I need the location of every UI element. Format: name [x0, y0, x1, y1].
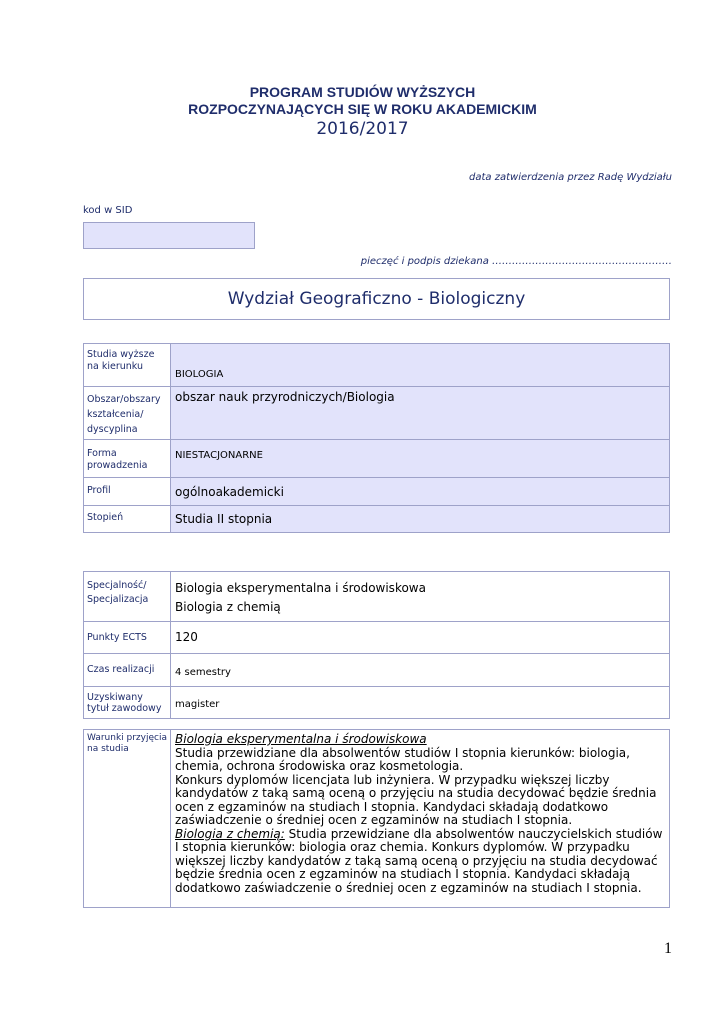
faculty-name: Wydział Geograficzno - Biologiczny — [83, 278, 670, 320]
table-row — [84, 687, 670, 719]
table-row — [84, 387, 670, 440]
field-value-text: BIOLOGIA — [175, 369, 224, 380]
specialization-1: Biologia eksperymentalna i środowiskowa — [175, 581, 426, 595]
field-value-text: magister — [175, 699, 220, 710]
field-label: Stopień — [84, 506, 171, 533]
field-value-text: 120 — [175, 630, 198, 644]
field-value-text: Studia II stopnia — [175, 512, 273, 526]
field-label: Studia wyższe na kierunku — [84, 344, 171, 387]
table-row — [84, 730, 670, 908]
field-value — [171, 654, 670, 687]
field-value-text: obszar nauk przyrodniczych/Biologia — [175, 390, 395, 404]
spec1-title: Biologia eksperymentalna i środowiskowa — [175, 732, 427, 746]
table-row — [84, 506, 670, 533]
table-row — [84, 478, 670, 506]
table-row — [84, 572, 670, 622]
approval-note: data zatwierdzenia przez Radę Wydziału — [469, 172, 672, 183]
page-number: 1 — [664, 940, 672, 957]
spec1-text2: Konkurs dyplomów licencjata lub inżyniera. W przypadku większej liczby kandydatów z taką samą oceną o przyjęciu na studia decydować będzie średnia ocen z egzaminów na studiach I stopnia. Kandydaci składają dodatkowo zaświadczenie o średniej ocen z egzaminów na studiach I stopnia. — [175, 772, 657, 827]
table-row — [84, 654, 670, 687]
spec2-text: Studia przewidziane dla absolwentów nauczycielskich studiów I stopnia kierunków: biologia oraz chemia. Konkurs dyplomów. W przypadku większej liczby kandydatów z taką samą oceną o przyjęciu na studia decydować będzie średnia ocen z egzaminów na studiach I stopnia. Kandydaci składają dodatkowo zaświadczenie o średniej ocen z egzaminów na studiach I stopnia. — [175, 826, 663, 895]
sid-code-field[interactable] — [83, 222, 255, 249]
specialization-table — [83, 571, 670, 719]
table-row — [84, 440, 670, 478]
field-label: Czas realizacji — [84, 654, 171, 687]
field-label: Profil — [84, 478, 171, 506]
study-info-table — [83, 343, 670, 533]
program-title-line2: ROZPOCZYNAJĄCYCH SIĘ W ROKU AKADEMICKIM — [188, 101, 537, 117]
spec2-title: Biologia z chemią: — [175, 826, 285, 841]
table-row — [84, 344, 670, 387]
admission-conditions — [171, 730, 670, 908]
table-row — [84, 622, 670, 654]
field-value — [171, 387, 670, 440]
field-value — [171, 572, 670, 622]
field-label: Punkty ECTS — [84, 622, 171, 654]
field-value-text: ogólnoakademicki — [175, 485, 284, 499]
field-value — [171, 506, 670, 533]
field-value — [171, 687, 670, 719]
field-label: Forma prowadzenia — [84, 440, 171, 478]
sid-code-label: kod w SID — [83, 205, 133, 216]
field-label: Specjalność/ Specjalizacja — [84, 572, 171, 622]
specialization-2: Biologia z chemią — [175, 600, 281, 614]
field-value — [171, 478, 670, 506]
spec1-text: Studia przewidziane dla absolwentów studiów I stopnia kierunków: biologia, chemia, ochrona środowiska oraz kosmetologia. — [175, 745, 630, 773]
field-value-text: NIESTACJONARNE — [175, 450, 263, 461]
spec2-block — [175, 828, 666, 896]
dean-stamp-note: pieczęć i podpis dziekana ……………………………………………… — [360, 256, 672, 267]
admission-table — [83, 729, 670, 908]
field-label: Uzyskiwany tytuł zawodowy — [84, 687, 171, 719]
field-value-text: 4 semestry — [175, 667, 231, 678]
academic-year: 2016/2017 — [316, 119, 409, 139]
field-value — [171, 622, 670, 654]
field-label: Warunki przyjęcia na studia — [84, 730, 171, 908]
field-value — [171, 440, 670, 478]
program-title-line1: PROGRAM STUDIÓW WYŻSZYCH — [249, 84, 476, 100]
field-label: Obszar/obszary kształcenia/ dyscyplina — [84, 387, 171, 440]
field-value — [171, 344, 670, 387]
